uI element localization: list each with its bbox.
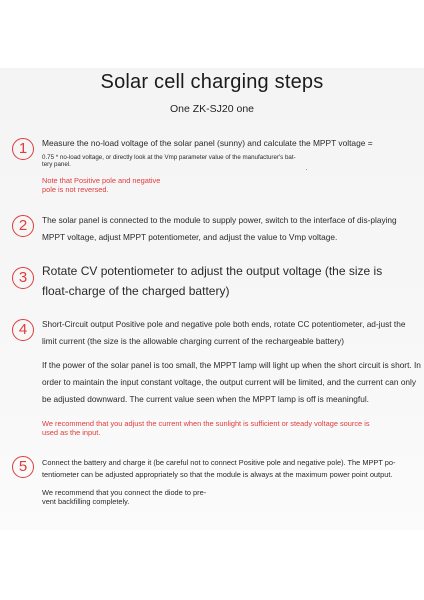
step-2-text: The solar panel is connected to the module to supply power, switch to the interface of dis-playing MPPT voltage, adjust MPPT potentiometer, and adjust the value to Vmp voltage.	[42, 215, 397, 242]
step-5-note-line-2: vent backfilling completely.	[42, 497, 130, 506]
step-4-note: We recommend that you adjust the current when the sunlight is sufficient or steady voltage source is used as the input.	[42, 419, 370, 437]
step-4-text: Short-Circuit output Positive pole and negative pole both ends, rotate CC potentiometer, ad-just the limit current (the size is the allowable charging current of the rechargeable battery)	[42, 319, 406, 346]
step-5-note-line-1: We recommend that you connect the diode to pre-	[42, 488, 207, 497]
step-4-detail: If the power of the solar panel is too small, the MPPT lamp will light up when the short circuit is short. In order to maintain the input constant voltage, the output current will be limited, and the current can only be adjusted downward. The current value seen when the MPPT lamp is off is meaningful.	[42, 360, 421, 404]
step-1-line-2: 0.75 * no-load voltage, or directly look at the Vmp parameter value of the manufacturer's bat-	[42, 154, 296, 161]
page-title: Solar cell charging steps	[100, 71, 324, 93]
step-5-number-icon: 5	[12, 456, 34, 478]
step-3-number-icon: 3	[12, 267, 34, 289]
model-subtitle: One ZK-SJ20 one	[169, 103, 255, 115]
step-3-text: Rotate CV potentiometer to adjust the output voltage (the size is float-charge of the charged battery)	[42, 264, 383, 298]
step-1-note: Note that Positive pole and negative pole is not reversed.	[42, 176, 161, 194]
step-1-number-icon: 1	[12, 138, 34, 160]
step-4-number-icon: 4	[12, 319, 34, 341]
stray-dot	[306, 169, 307, 170]
step-5-text: Connect the battery and charge it (be careful not to connect Positive pole and negative pole). The MPPT po-tentiometer can be adjusted appropriately so that the module is always at the maximum power point output.	[42, 458, 396, 479]
step-1-line-1: Measure the no-load voltage of the solar panel (sunny) and calculate the MPPT voltage =	[42, 138, 373, 148]
step-2-number-icon: 2	[12, 215, 34, 237]
step-1-line-3: tery panel.	[42, 161, 71, 168]
instruction-panel	[0, 68, 424, 530]
